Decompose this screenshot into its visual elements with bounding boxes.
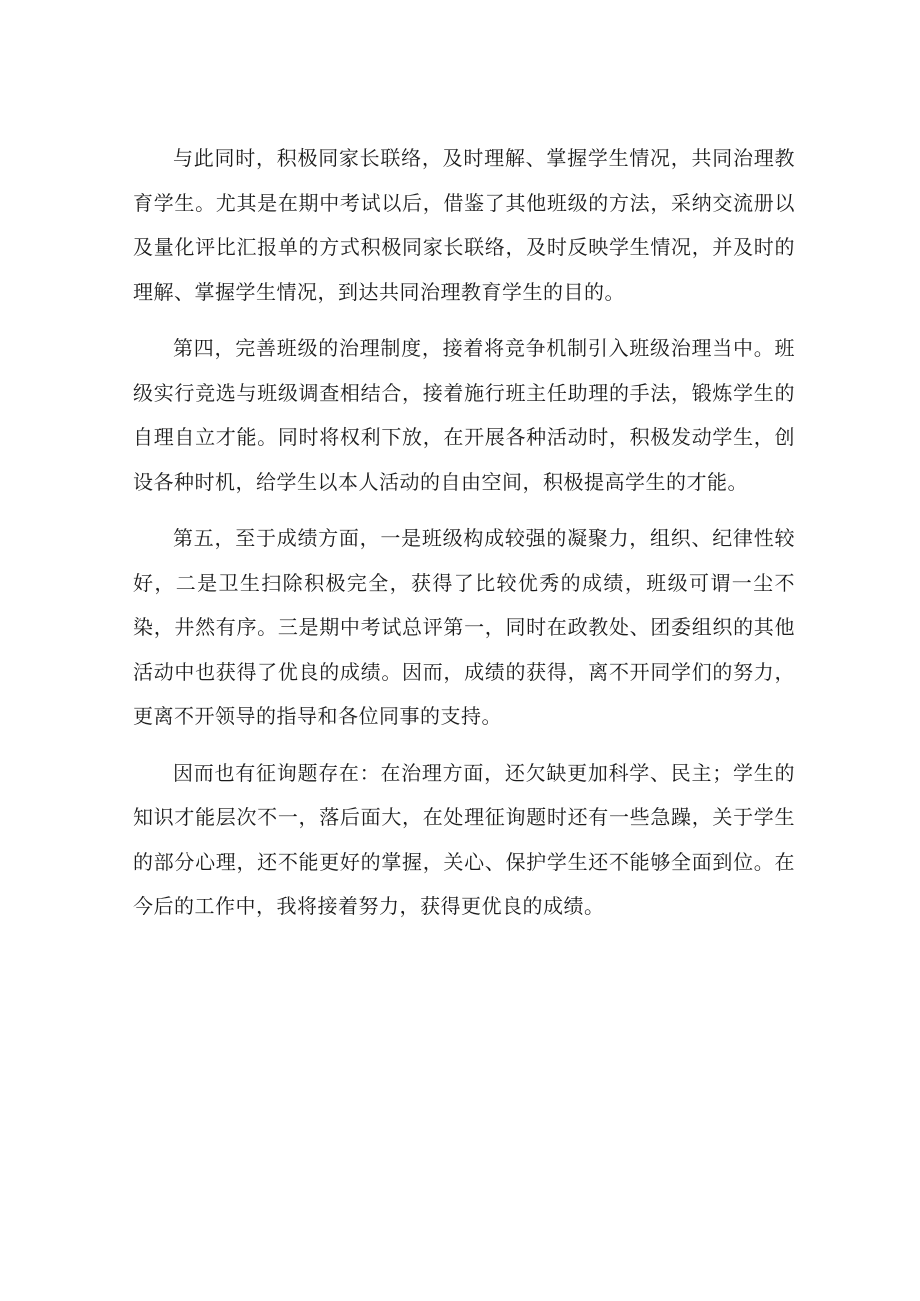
paragraph-class-management: 第四，完善班级的治理制度，接着将竞争机制引入班级治理当中。班级实行竞选与班级调查相结合，接着施行班主任助理的手法，锻炼学生的自理自立才能。同时将权利下放，在开展各种活动时，积极发动学生，创设各种时机，给学生以本人活动的自由空间，积极提高学生的才能。 — [133, 336, 795, 494]
paragraph-parent-contact: 与此同时，积极同家长联络，及时理解、掌握学生情况，共同治理教育学生。尤其是在期中考试以后，借鉴了其他班级的方法，采纳交流册以及量化评比汇报单的方式积极同家长联络，及时反映学生情况，并及时的理解、掌握学生情况，到达共同治理教育学生的目的。 — [133, 146, 795, 304]
paragraph-problems: 因而也有征询题存在：在治理方面，还欠缺更加科学、民主；学生的知识才能层次不一，落后面大，在处理征询题时还有一些急躁，关于学生的部分心理，还不能更好的掌握，关心、保护学生还不能够全面到位。在今后的工作中，我将接着努力，获得更优良的成绩。 — [133, 760, 795, 918]
document-body — [133, 136, 795, 941]
paragraph-achievements: 第五，至于成绩方面，一是班级构成较强的凝聚力，组织、纪律性较好，二是卫生扫除积极完全，获得了比较优秀的成绩，班级可谓一尘不染，井然有序。三是期中考试总评第一，同时在政教处、团委组织的其他活动中也获得了优良的成绩。因而，成绩的获得，离不开同学们的努力，更离不开领导的指导和各位同事的支持。 — [133, 526, 795, 728]
